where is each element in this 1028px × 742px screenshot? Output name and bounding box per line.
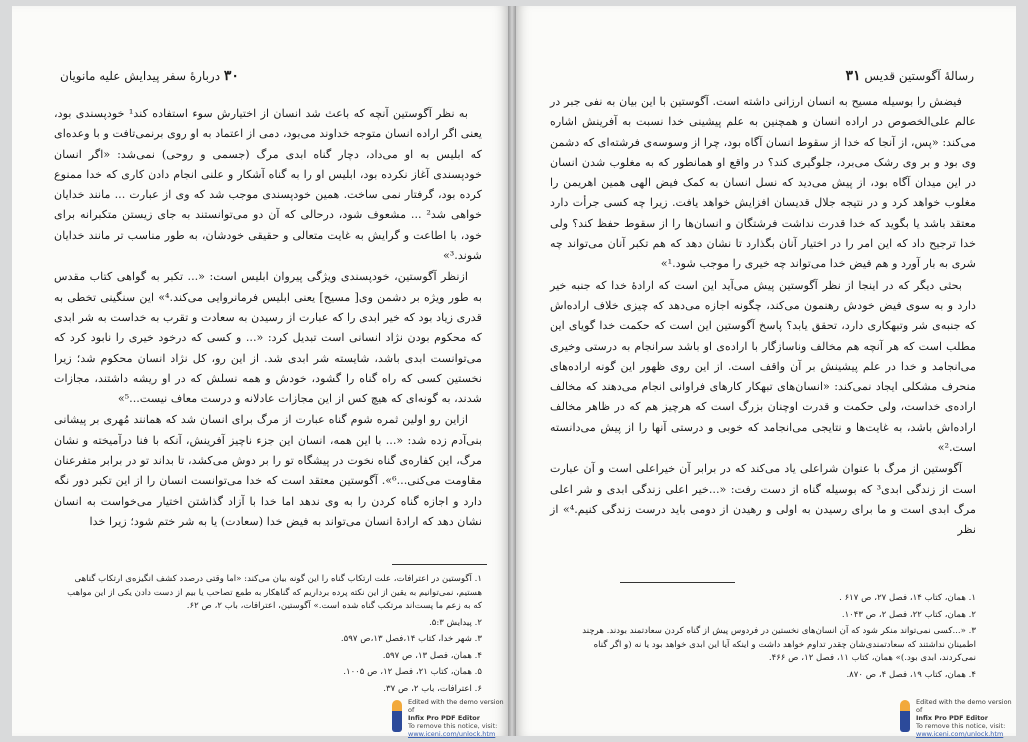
right-footnote-1: ۱. همان، کتاب ۱۴، فصل ۲۷، ص ۶۱۷ . — [839, 593, 976, 603]
left-footnote-1: ۱. آگوستین در اعترافات، علت ارتکاب گناه را این گونه بیان می‌کند: «اما وقتی درصدد کشف انگیزه‌ی ارتکاب گناهی هستیم، نمی‌توانیم به یقین از این نکته پرده برداریم که گناهکار به طمع تصاحب یا بیم از دست دادن یکی از این مواهب که به زعم ما پست‌اند مرتکب گناه شده است.» آگوستین، اعترافات، باب ۲، ص ۶۲. — [67, 574, 482, 611]
right-page — [516, 6, 1016, 736]
right-footnote-4: ۴. همان، کتاب ۱۹، فصل ۴، ص ۸۷۰. — [846, 669, 976, 680]
right-footnote-2: ۲. همان، کتاب ۲۲، فصل ۲، ص ۱۰۴۳. — [841, 609, 976, 620]
left-running-title: دربارهٔ سفر پیدایش علیه مانویان — [60, 69, 221, 83]
watermark-link[interactable]: www.iceni.com/unlock.htm — [408, 730, 496, 738]
left-footnote-4: ۴. همان، فصل ۱۳، ص ۵۹۷. — [382, 650, 482, 661]
left-footnote-2: ۲. پیدایش ۵:۳. — [429, 617, 482, 628]
right-paragraph-3: آگوستین از مرگ با عنوان شراعلی یاد می‌کند که در برابر آن خیراعلی است و آن عبارت است از زندگی ابدی³ که بوسیله گناه از دست رفت: «...خیر اعلی زندگی ابدی و شر اعلی مرگ ابدی است و ما برای رسیدن به اولی و رهیدن از دومی باید درست زندگی کنیم.⁴» از نظر — [550, 462, 976, 537]
book-gutter — [508, 6, 516, 736]
left-page-number: ۳۰ — [223, 68, 239, 84]
left-footnotes — [58, 573, 482, 699]
infix-logo-icon — [900, 700, 910, 732]
watermark-line-1: Edited with the demo version of — [408, 698, 504, 714]
infix-logo-icon — [392, 700, 402, 732]
left-page-body — [54, 104, 482, 533]
infix-watermark-left — [390, 694, 508, 738]
right-running-title: رسالهٔ آگوستین قدیس — [864, 69, 974, 83]
watermark-line-2: Infix Pro PDF Editor — [916, 714, 988, 722]
right-paragraph-2: بحثی دیگر که در اینجا از نظر آگوستین پیش می‌آید این است که ارادهٔ خدا که جنبه خیر دارد و به سوی فیض خودش رهنمون می‌کند، چگونه اجازه می‌دهد که چیزی خلاف اراده‌اش که جنبه‌ی شر وتبهکاری دارد، تحقق یابد؟ پاسخ آگوستین این است که حکمت خدا گویای این مطلب است که هر آنچه هم مخالف وناسازگار با اراده‌ی او باشد سرانجام به درستی وخیری می‌انجامد و خدا در علم پیشینش بر آن واقف است. از این روی ظهور این گونه اراده‌های منحرف مشکلی ایجاد نمی‌کند: «انسان‌های تبهکار کارهای فراوانی انجام می‌دهند که مخالف اراده‌ی خداست، ولی حکمت و قدرت اوچنان بزرگ است که هرچیز هم که در ظاهر مخالف اراده‌اش باشد، به غایت‌ها و نتایجی می‌انجامد که خوبی و درستی آنها را از پیش می‌دانسته است.²» — [550, 278, 976, 455]
right-page-number: ۳۱ — [845, 68, 861, 84]
left-paragraph-2: ازنظر آگوستین، خودپسندی ویژگی پیروان ابلیس است: «... تکبر به گواهی کتاب مقدس به طور ویژه بر دشمن وی[ مسیح] یعنی ابلیس فرمانروایی می‌کند.⁴» این سنگینی تخطی به قدری زیاد بود که خیر ابدی را که عبارت از رسیدن به سعادت و تقرب به خداست به شر ابدی که محکوم بودن نژاد انسانی است تبدیل کرد: «... و کسی که درخود خیری را نابود کرد که می‌توانست ابدی باشد، شایسته شر ابدی شد. از این رو، کل نژاد انسان محکوم شد؛ زیرا نخستین کسی که راه گناه را گشود، خودش و همه نسلش که در او ریشه داشتند، مجازات شدند، به گونه‌ای که هیچ کس از این مجازات عادلانه و درست معاف نیست...⁵» — [54, 270, 483, 406]
watermark-line-2: Infix Pro PDF Editor — [408, 714, 480, 722]
left-paragraph-3: ازاین رو اولین ثمره شوم گناه عبارت از مرگ برای انسان شد که همانند مُهری بر پیشانی بنی‌آدم زده شد: «... با این همه، انسان این جزء ناچیز آفرینش، آنکه با فنا درآمیخته و نشان مرگ، این کفاره‌ی گناه نخوت در پیشگاه تو را بر دوش می‌کشد، تا بداند تو در برابر متفرعنان مقاومت می‌کنی...⁶». آگوستین معتقد است که خدا می‌توانست انسان را از این تکبر دور نگه دارد و اجازه گناه کردن را به وی ندهد اما خدا با آزاد گذاشتن اختیار می‌خواست به انسان نشان دهد که ارادهٔ انسان می‌تواند به فیض خدا (سعادت) یا به شر ختم شود؛ زیرا خدا — [54, 413, 482, 528]
watermark-line-1: Edited with the demo version of — [916, 698, 1012, 714]
watermark-line-3: To remove this notice, visit: — [916, 722, 1006, 730]
right-page-body — [550, 92, 976, 542]
watermark-line-3: To remove this notice, visit: — [408, 722, 498, 730]
right-page-header — [558, 68, 974, 86]
left-footnote-5: ۵. همان، کتاب ۲۱، فصل ۱۲، ص ۱۰۰۵. — [343, 667, 482, 677]
left-page — [12, 6, 508, 736]
watermark-link[interactable]: www.iceni.com/unlock.htm — [916, 730, 1004, 738]
left-footnote-6: ۶. اعترافات، باب ۲، ص ۳۷. — [383, 683, 482, 694]
right-paragraph-1: فیضش را بوسیله مسیح به انسان ارزانی داشته است. آگوستین با این بیان به نفی جبر در عالم علی‌الخصوص در اراده انسان و همچنین به علم پیشینی خدا نسبت به آفرینش اشاره می‌کند: «پس، از آنجا که خدا از سقوط انسان آگاه بود، چرا از وسوسه‌ی فرشته‌ای که دشمن وی بود و بر وی رشک می‌برد، جلوگیری کند؟ در واقع او همانطور که به مغلوب شدن انسان در این میدان آگاه بود، از پیش می‌دید که نسل انسان به کمک فیض الهی همین اهریمن را مغلوب خواهد کرد و در نتیجه جلال قدیسان افزایش خواهد یافت. زیرا چه کسی جرأت دارد معتقد باشد یا بگوید که خدا قدرت نداشت فرشتگان و انسان‌ها را از سقوط حفظ کند؟ ولی خدا ترجیح داد که این امر را در اختیار آنان بگذارد تا نشان دهد که هم تکبر آنان می‌تواند چه شری به بار آورد و هم فیض خدا می‌تواند چه خیری را موجب شود.¹» — [550, 95, 976, 271]
right-footnote-divider — [620, 582, 735, 583]
left-page-header — [60, 68, 460, 86]
left-paragraph-1: به نظر آگوستین آنچه که باعث شد انسان از اختیارش سوء استفاده کند¹ خودپسندی بود، یعنی اگر اراده انسان متوجه خداوند می‌بود، دمی از اعتماد به او روی برنمی‌تافت و با وعده‌ای که ابلیس به او می‌داد، دچار گناه ابدی مرگ (جسمی و روحی) نمی‌شد: «اگر انسان خودپسندی آغاز نکرده بود، ابلیس او را به گناه آشکار و علنی انجام دادن کاری که خدا ممنوع کرده بود، گرفتار نمی ساخت. همین خودپسندی موجب شد که وی از عبارت ... مانند خدایان خواهی شد² ... مشعوف شود، درحالی که آن دو می‌توانستند به جای زیستن متکبرانه برای خود، با اطاعت و گرایش به غایت متعالی و حقیقی خودشان، به طور مناسب تر مانند خدایان شوند.³» — [54, 107, 482, 263]
left-footnote-3: ۳. شهر خدا، کتاب ۱۴،فصل ۱۳،ص ۵۹۷. — [340, 634, 482, 644]
infix-watermark-right — [898, 694, 1016, 738]
right-footnote-3: ۳. «...کسی نمی‌تواند منکر شود که آن انسان‌های نخستین در فردوس پیش از گناه کردن سعادتمند بودند. هرچند اطمینان نداشتند که سعادتمندی‌شان چقدر تداوم خواهد داشت و اینکه آیا این ابدی خواهد بود یا نه (و اگر گناه نمی‌کردند، ابدی بود.)» همان، کتاب ۱۱، فصل ۱۲، ص ۴۶۶. — [582, 626, 976, 663]
left-footnote-divider — [392, 564, 487, 565]
right-footnotes — [556, 592, 976, 685]
